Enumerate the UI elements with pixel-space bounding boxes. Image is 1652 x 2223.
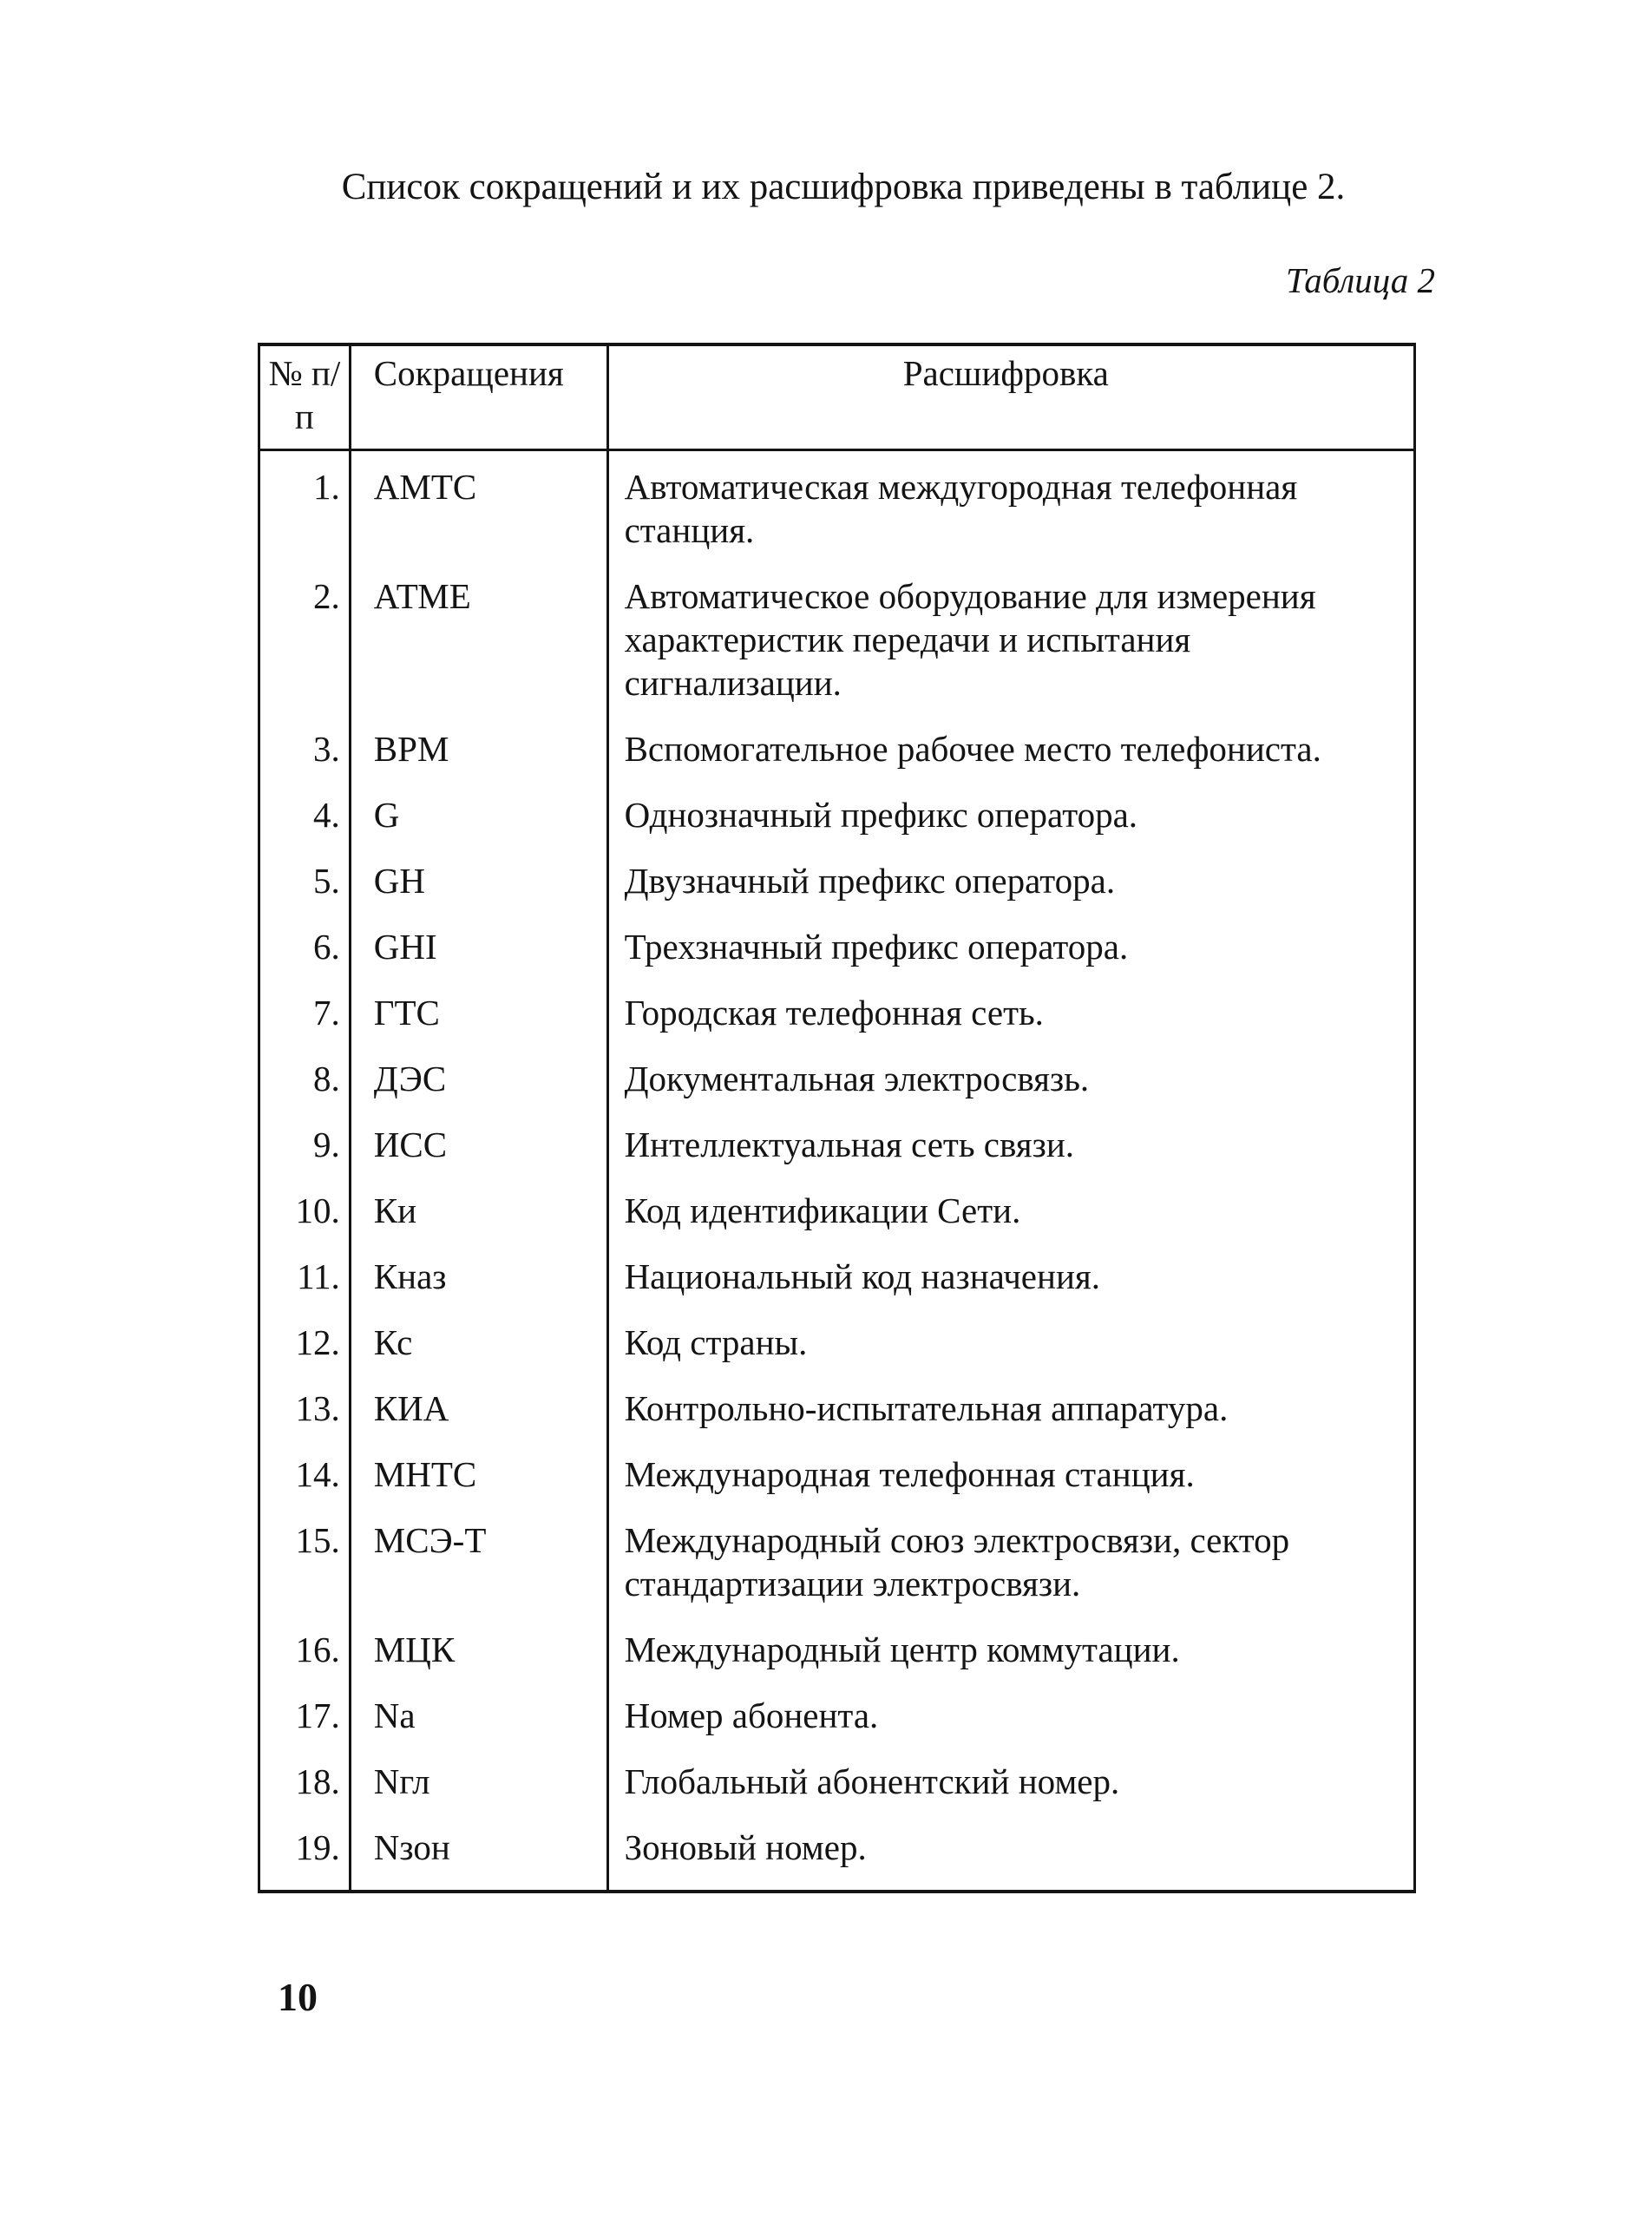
row-decoding: Однозначный префикс оператора. <box>624 795 1138 835</box>
row-number: 4. <box>259 786 351 852</box>
row-abbreviation: ДЭС <box>350 1050 607 1116</box>
header-number: № п/п <box>259 344 351 450</box>
row-abbreviation: МНТС <box>350 1446 607 1512</box>
table-row <box>259 852 1415 918</box>
table-body <box>259 450 1415 1892</box>
row-decoding: Автоматическая междугородная телефонная станция. <box>624 467 1298 550</box>
header-abbreviation: Сокращения <box>350 344 607 450</box>
row-number: 3. <box>259 720 351 786</box>
row-abbreviation: GH <box>350 852 607 918</box>
table-row <box>259 786 1415 852</box>
row-decoding: Автоматическое оборудование для измерения характеристик передачи и испытания сигнализации. <box>624 576 1316 703</box>
row-abbreviation: Na <box>350 1687 607 1753</box>
row-number: 13. <box>259 1380 351 1446</box>
table-row <box>259 567 1415 720</box>
table-row <box>259 1182 1415 1248</box>
row-decoding: Вспомогательное рабочее место телефониста. <box>624 729 1321 769</box>
row-number: 18. <box>259 1753 351 1819</box>
table-row <box>259 1116 1415 1182</box>
row-decoding: Код страны. <box>624 1322 808 1362</box>
table-row <box>259 1753 1415 1819</box>
row-number: 8. <box>259 1050 351 1116</box>
table-row <box>259 1314 1415 1380</box>
table-row <box>259 450 1415 568</box>
header-decoding: Расшифровка <box>607 344 1414 450</box>
table-caption: Таблица 2 <box>1285 260 1435 300</box>
row-abbreviation: ВРМ <box>350 720 607 786</box>
row-decoding: Трехзначный префикс оператора. <box>624 927 1129 967</box>
row-decoding: Глобальный абонентский номер. <box>624 1761 1120 1801</box>
table-row <box>259 1512 1415 1621</box>
row-number: 15. <box>259 1512 351 1621</box>
table-row <box>259 1050 1415 1116</box>
row-decoding: Международный центр коммутации. <box>624 1630 1180 1669</box>
row-abbreviation: Nгл <box>350 1753 607 1819</box>
row-number: 14. <box>259 1446 351 1512</box>
row-number: 12. <box>259 1314 351 1380</box>
row-number: 6. <box>259 918 351 984</box>
row-number: 9. <box>259 1116 351 1182</box>
row-abbreviation: АМТС <box>350 450 607 568</box>
row-abbreviation: GHI <box>350 918 607 984</box>
header-row <box>259 344 1415 450</box>
row-decoding: Международная телефонная станция. <box>624 1454 1195 1494</box>
row-number: 1. <box>259 450 351 568</box>
row-number: 7. <box>259 984 351 1050</box>
table-row <box>259 1248 1415 1314</box>
row-decoding: Интеллектуальная сеть связи. <box>624 1125 1075 1164</box>
row-decoding: Национальный код назначения. <box>624 1256 1100 1296</box>
row-abbreviation: МСЭ-Т <box>350 1512 607 1621</box>
row-abbreviation: МЦК <box>350 1621 607 1687</box>
row-number: 11. <box>259 1248 351 1314</box>
table-row <box>259 1380 1415 1446</box>
table-row <box>259 918 1415 984</box>
row-decoding: Зоновый номер. <box>624 1827 867 1867</box>
row-number: 16. <box>259 1621 351 1687</box>
row-decoding: Документальная электросвязь. <box>624 1059 1090 1098</box>
row-number: 19. <box>259 1819 351 1892</box>
row-abbreviation: ГТС <box>350 984 607 1050</box>
row-decoding: Контрольно-испытательная аппаратура. <box>624 1388 1229 1428</box>
row-decoding: Международный союз электросвязи, сектор стандартизации электросвязи. <box>624 1520 1290 1603</box>
table-row <box>259 1687 1415 1753</box>
table-row <box>259 1446 1415 1512</box>
row-abbreviation: G <box>350 786 607 852</box>
row-decoding: Номер абонента. <box>624 1695 879 1735</box>
row-abbreviation: ИСС <box>350 1116 607 1182</box>
table-header <box>259 344 1415 450</box>
row-abbreviation: Ки <box>350 1182 607 1248</box>
intro-text: Список сокращений и их расшифровка приведены в таблице 2. <box>341 167 1346 207</box>
row-number: 10. <box>259 1182 351 1248</box>
abbreviations-table <box>258 343 1416 1893</box>
row-number: 17. <box>259 1687 351 1753</box>
row-abbreviation: КИА <box>350 1380 607 1446</box>
row-decoding: Двузначный префикс оператора. <box>624 861 1116 901</box>
row-abbreviation: Кс <box>350 1314 607 1380</box>
page-number: 10 <box>278 1975 318 2019</box>
row-decoding: Городская телефонная сеть. <box>624 993 1044 1033</box>
row-abbreviation: Nзон <box>350 1819 607 1892</box>
row-number: 5. <box>259 852 351 918</box>
table-row <box>259 1819 1415 1892</box>
table-row <box>259 720 1415 786</box>
table-row <box>259 1621 1415 1687</box>
table-row <box>259 984 1415 1050</box>
row-abbreviation: АТМЕ <box>350 567 607 720</box>
row-decoding: Код идентификации Сети. <box>624 1190 1021 1230</box>
row-number: 2. <box>259 567 351 720</box>
row-abbreviation: Кназ <box>350 1248 607 1314</box>
